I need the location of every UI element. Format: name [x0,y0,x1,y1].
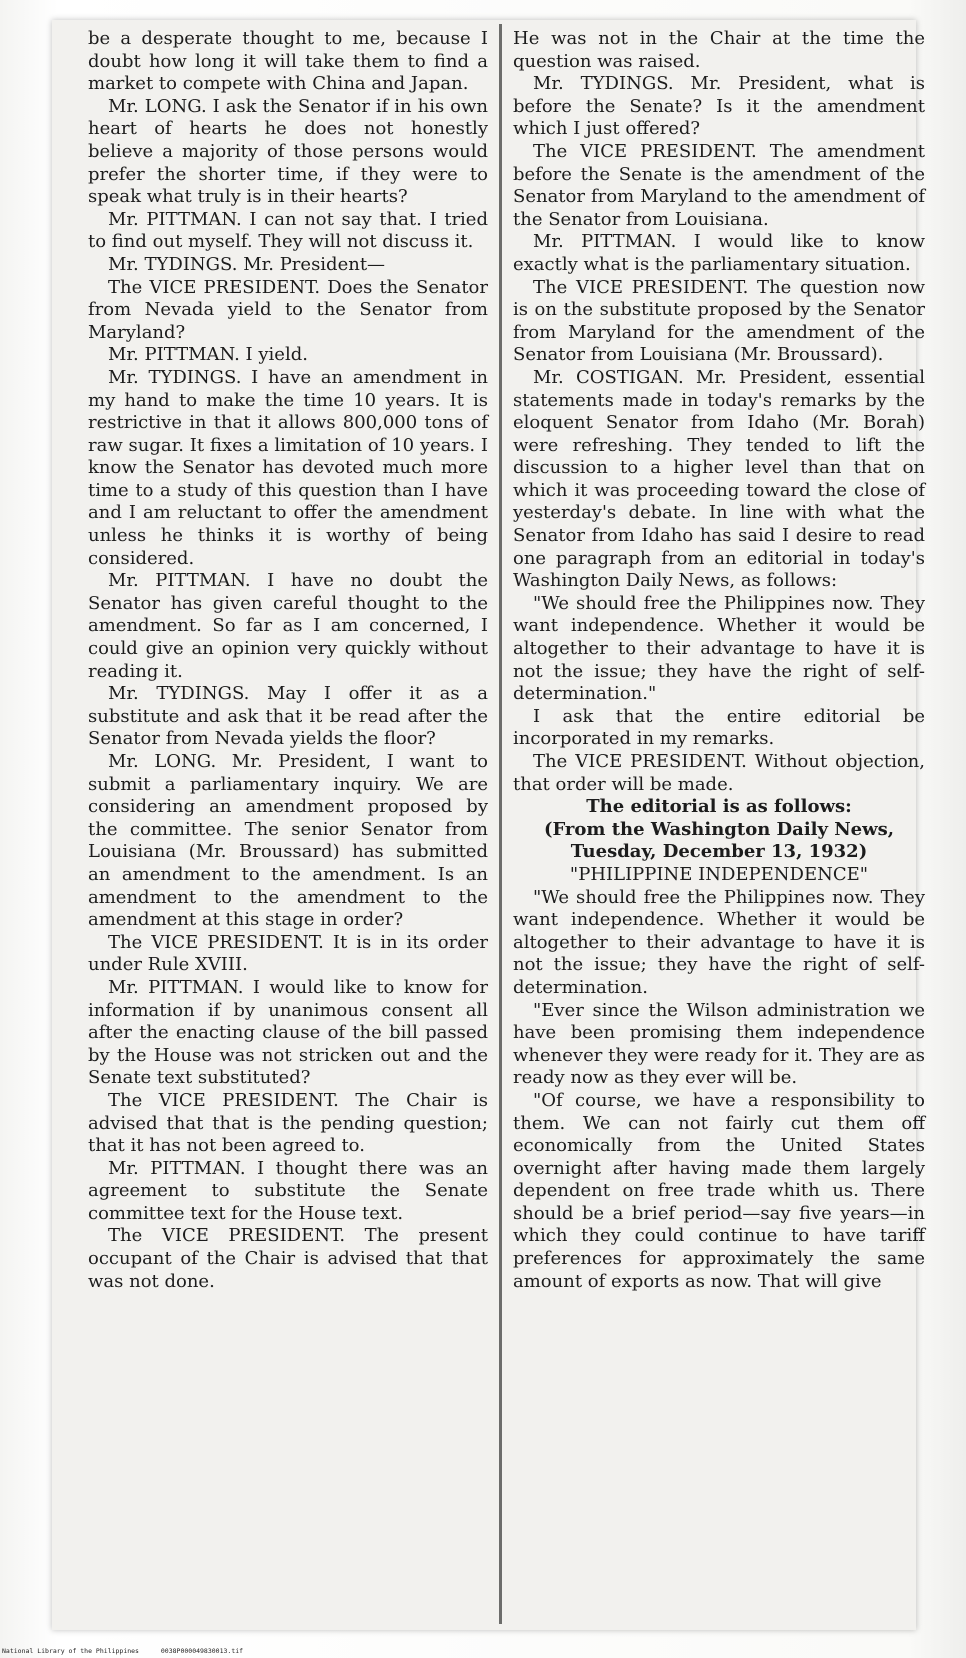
left-column [80,24,498,1616]
right-paragraph: The VICE PRESIDENT. The question now is on the substitute proposed by the Senator from Maryland for the amendment of the Senator from Louisiana (Mr. Broussard). [513,276,925,366]
editorial-paragraph: "We should free the Philippines now. They want independence. Whether it would be altogether to their advantage to have it is not the issue; they have the right of self-determination. [513,886,925,998]
right-paragraph: I ask that the entire editorial be incorporated in my remarks. [513,705,925,750]
right-paragraph: He was not in the Chair at the time the question was raised. [513,28,925,72]
editorial-source: (From the Washington Daily News, [543,818,895,840]
left-paragraph: Mr. PITTMAN. I thought there was an agreement to substitute the Senate committee text for the House text. [88,1157,488,1224]
right-paragraph: "We should free the Philippines now. They want independence. Whether it would be altogether to their advantage to have it is not the issue; they have the right of self-determination." [513,592,925,705]
right-paragraph: Mr. COSTIGAN. Mr. President, essential statements made in today's remarks by the eloquent Senator from Idaho (Mr. Borah) were refreshing. They tended to lift the discussion to a higher level than that on which it was proceeding toward the close of yesterday's debate. In line with what the Senator from Idaho has said I desire to read one paragraph from an editorial in today's Washington Daily News, as follows: [513,366,925,592]
library-label: National Library of the Philippines [2,1647,139,1655]
editorial-paragraph: "Ever since the Wilson administration we have been promising them independence whenever they were ready for it. They are as ready now as they ever will be. [513,999,925,1089]
right-paragraph: Mr. TYDINGS. Mr. President, what is before the Senate? Is it the amendment which I just offered? [513,73,925,140]
editorial-headline: "PHILIPPINE INDEPENDENCE" [569,863,869,885]
file-name: 0038P000049830013.tif [160,1647,244,1655]
column-divider [499,24,502,1624]
right-paragraph: The VICE PRESIDENT. Without objection, that order will be made. [513,751,925,795]
right-column [505,24,935,1616]
right-paragraph: The VICE PRESIDENT. The amendment before the Senate is the amendment of the Senator from Maryland to the amendment of the Senator from Louisiana. [513,140,925,230]
left-paragraph: be a desperate thought to me, because I doubt how long it will take them to find a market to compete with China and Japan. [88,28,488,95]
left-paragraph: The VICE PRESIDENT. It is in its order under Rule XVIII. [88,931,488,976]
left-paragraph: Mr. TYDINGS. I have an amendment in my hand to make the time 10 years. It is restrictive in that it allows 800,000 tons of raw sugar. It fixes a limitation of 10 years. I know the Senator has devoted much more time to a study of this question than I have and I am reluctant to offer the amendment unless he thinks it is worthy of being considered. [88,366,488,569]
left-paragraph: Mr. TYDINGS. Mr. President— [108,253,386,275]
left-paragraph: Mr. PITTMAN. I have no doubt the Senator has given careful thought to the amendment. So far as I am concerned, I could give an opinion very quickly without reading it. [88,570,488,682]
left-paragraph: The VICE PRESIDENT. The present occupant of the Chair is advised that that was not done. [88,1225,488,1292]
left-paragraph: Mr. PITTMAN. I yield. [108,344,308,366]
left-paragraph: The VICE PRESIDENT. Does the Senator from Nevada yield to the Senator from Maryland? [88,276,488,343]
left-paragraph: Mr. PITTMAN. I can not say that. I tried to find out myself. They will not discuss it. [88,208,488,253]
editorial-date: Tuesday, December 13, 1932) [570,841,868,863]
scan-footer [2,1647,261,1655]
left-paragraph: Mr. TYDINGS. May I offer it as a substitute and ask that it be read after the Senator from Nevada yields the floor? [88,683,488,750]
editorial-intro: The editorial is as follows: [586,796,852,818]
editorial-paragraph: "Of course, we have a responsibility to them. We can not fairly cut them off economically from the United States overnight after having made them largely dependent on free trade whith us. There should be a brief period—say five years—in which they could continue to have tariff preferences for approximately the same amount of exports as now. That will give [513,1089,925,1292]
left-paragraph: Mr. LONG. Mr. President, I want to submit a parliamentary inquiry. We are considering an amendment proposed by the committee. The senior Senator from Louisiana (Mr. Broussard) has submitted an amendment to the amendment. Is an amendment to the amendment to the amendment at this stage in order? [88,751,488,931]
left-paragraph: Mr. PITTMAN. I would like to know for information if by unanimous consent all after the enacting clause of the bill passed by the House was not stricken out and the Senate text substituted? [88,976,488,1089]
left-paragraph: Mr. LONG. I ask the Senator if in his own heart of hearts he does not honestly believe a majority of those persons would prefer the shorter time, if they were to speak what truly is in their hearts? [88,95,488,208]
right-paragraph: Mr. PITTMAN. I would like to know exactly what is the parliamentary situation. [513,231,925,275]
left-paragraph: The VICE PRESIDENT. The Chair is advised that that is the pending question; that it has not been agreed to. [88,1089,488,1157]
